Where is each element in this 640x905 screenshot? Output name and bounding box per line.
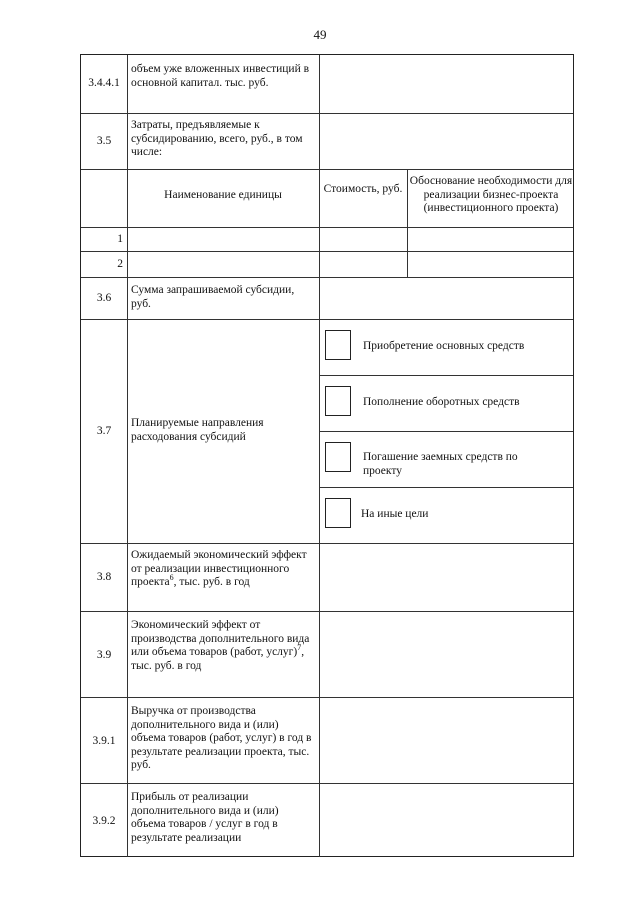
item-number: 2 (117, 258, 123, 270)
row-number: 3.5 (96, 135, 112, 147)
item-number: 1 (117, 233, 123, 245)
option-checkbox-working-capital[interactable] (325, 386, 351, 416)
option-checkbox-loan-repayment[interactable] (325, 442, 351, 472)
row-number: 3.6 (96, 292, 112, 304)
application-form-table (80, 54, 574, 857)
column-header-name: Наименование единицы (164, 189, 282, 201)
row-label: Прибыль от реализации дополнительного вида и (или) объема товаров / услуг в год в результате реализации (131, 791, 279, 844)
page-number: 49 (313, 27, 327, 42)
option-label: Погашение заемных средств по проекту (363, 451, 518, 477)
row-label: Сумма запрашиваемой субсидии, руб. (131, 284, 295, 310)
row-label: Планируемые направления расходования субсидий (131, 417, 264, 443)
option-label: Пополнение оборотных средств (363, 396, 520, 408)
column-header-justification: Обоснование необходимости для реализации бизнес-проекта (инвестиционного проекта) (409, 175, 573, 214)
row-number: 3.7 (96, 425, 112, 437)
row-number: 3.9 (96, 649, 112, 661)
option-label: На иные цели (361, 508, 429, 520)
option-checkbox-fixed-assets[interactable] (325, 330, 351, 360)
row-label: объем уже вложенных инвестиций в основной капитал. тыс. руб. (131, 63, 310, 89)
row-number: 3.8 (96, 571, 112, 583)
option-label: Приобретение основных средств (363, 340, 525, 352)
row-number: 3.9.1 (92, 735, 116, 747)
row-number: 3.4.4.1 (88, 77, 120, 89)
option-checkbox-other[interactable] (325, 498, 351, 528)
row-label: Выручка от производства дополнительного вида и (или) объема товаров (работ, услуг) в год в результате реализации проекта, тыс. руб. (131, 705, 312, 771)
row-number: 3.9.2 (92, 815, 116, 827)
row-label: Экономический эффект от производства дополнительного вида или объема товаров (работ, услуг)$^7$, тыс. руб. в год (131, 619, 310, 672)
column-header-cost: Стоимость, руб. (323, 183, 403, 195)
row-label: Ожидаемый экономический эффект от реализации инвестиционного проекта$^6$, тыс. руб. в год (131, 549, 307, 588)
row-label: Затраты, предъявляемые к субсидированию, всего, руб., в том числе: (131, 119, 303, 158)
